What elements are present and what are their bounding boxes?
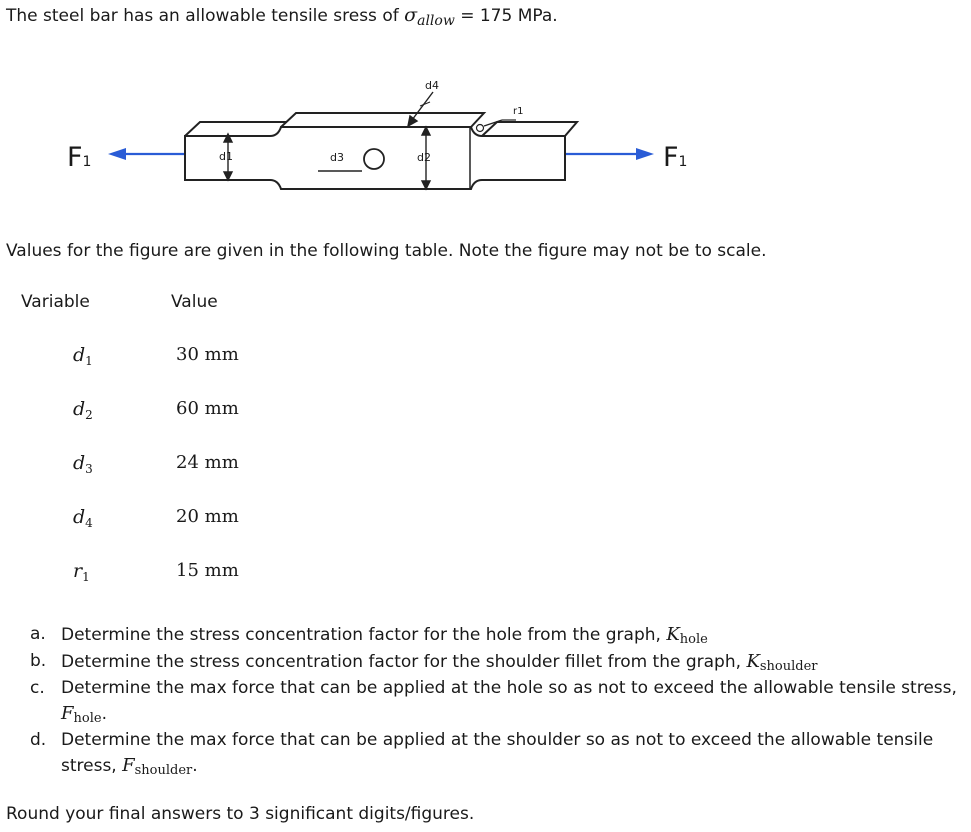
table-cell-value: 20 mm	[176, 506, 239, 527]
table-cell-variable: $d_3$	[73, 452, 93, 476]
table-cell-variable: $r_1$	[73, 560, 90, 584]
question-a: a. Determine the stress concentration factor for the hole from the graph, Khole	[30, 624, 708, 647]
table-cell-value: 15 mm	[176, 560, 239, 581]
table-cell-variable: $d_2$	[73, 398, 93, 422]
rounding-instruction: Round your final answers to 3 significant digits/figures.	[6, 804, 475, 824]
label-d1: d1	[219, 150, 233, 163]
table-cell-value: 24 mm	[176, 452, 239, 473]
table-cell-variable: $d_4$	[73, 506, 93, 530]
force-arrow-left	[108, 148, 185, 160]
table-cell-variable: $d_1$	[73, 344, 93, 368]
problem-intro: The steel bar has an allowable tensile sress of	[6, 6, 399, 26]
table-header-variable: Variable	[21, 292, 90, 312]
hole-circle	[364, 149, 384, 169]
table-cell-value: 60 mm	[176, 398, 239, 419]
label-d3: d3	[330, 151, 344, 164]
label-d4: d4	[425, 79, 439, 92]
force-arrow-right	[565, 148, 654, 160]
dimension-d4-leader	[408, 92, 433, 126]
label-r1: r1	[513, 106, 524, 117]
figure-note: Values for the figure are given in the following table. Note the figure may not be to scale.	[6, 241, 767, 261]
stepped-bar-figure	[50, 70, 750, 210]
problem-statement	[6, 4, 558, 29]
force-label-left: F1	[67, 142, 92, 173]
question-d: d. Determine the max force that can be applied at the shoulder so as not to exceed the allowable tensile stress, Fshoulder.	[30, 730, 934, 778]
question-c: c. Determine the max force that can be applied at the hole so as not to exceed the allowable tensile stress, Fhole.	[30, 678, 957, 726]
table-header-value: Value	[171, 292, 218, 312]
label-d2: d2	[417, 151, 431, 164]
sigma-symbol: $\sigma_{allow}$	[404, 4, 455, 29]
force-label-right: F1	[663, 142, 688, 173]
table-cell-value: 30 mm	[176, 344, 239, 365]
question-list	[30, 622, 965, 780]
question-b: b. Determine the stress concentration factor for the shoulder fillet from the graph, Kshoulder	[30, 651, 818, 674]
allowable-stress-value: = 175 MPa.	[460, 6, 558, 26]
